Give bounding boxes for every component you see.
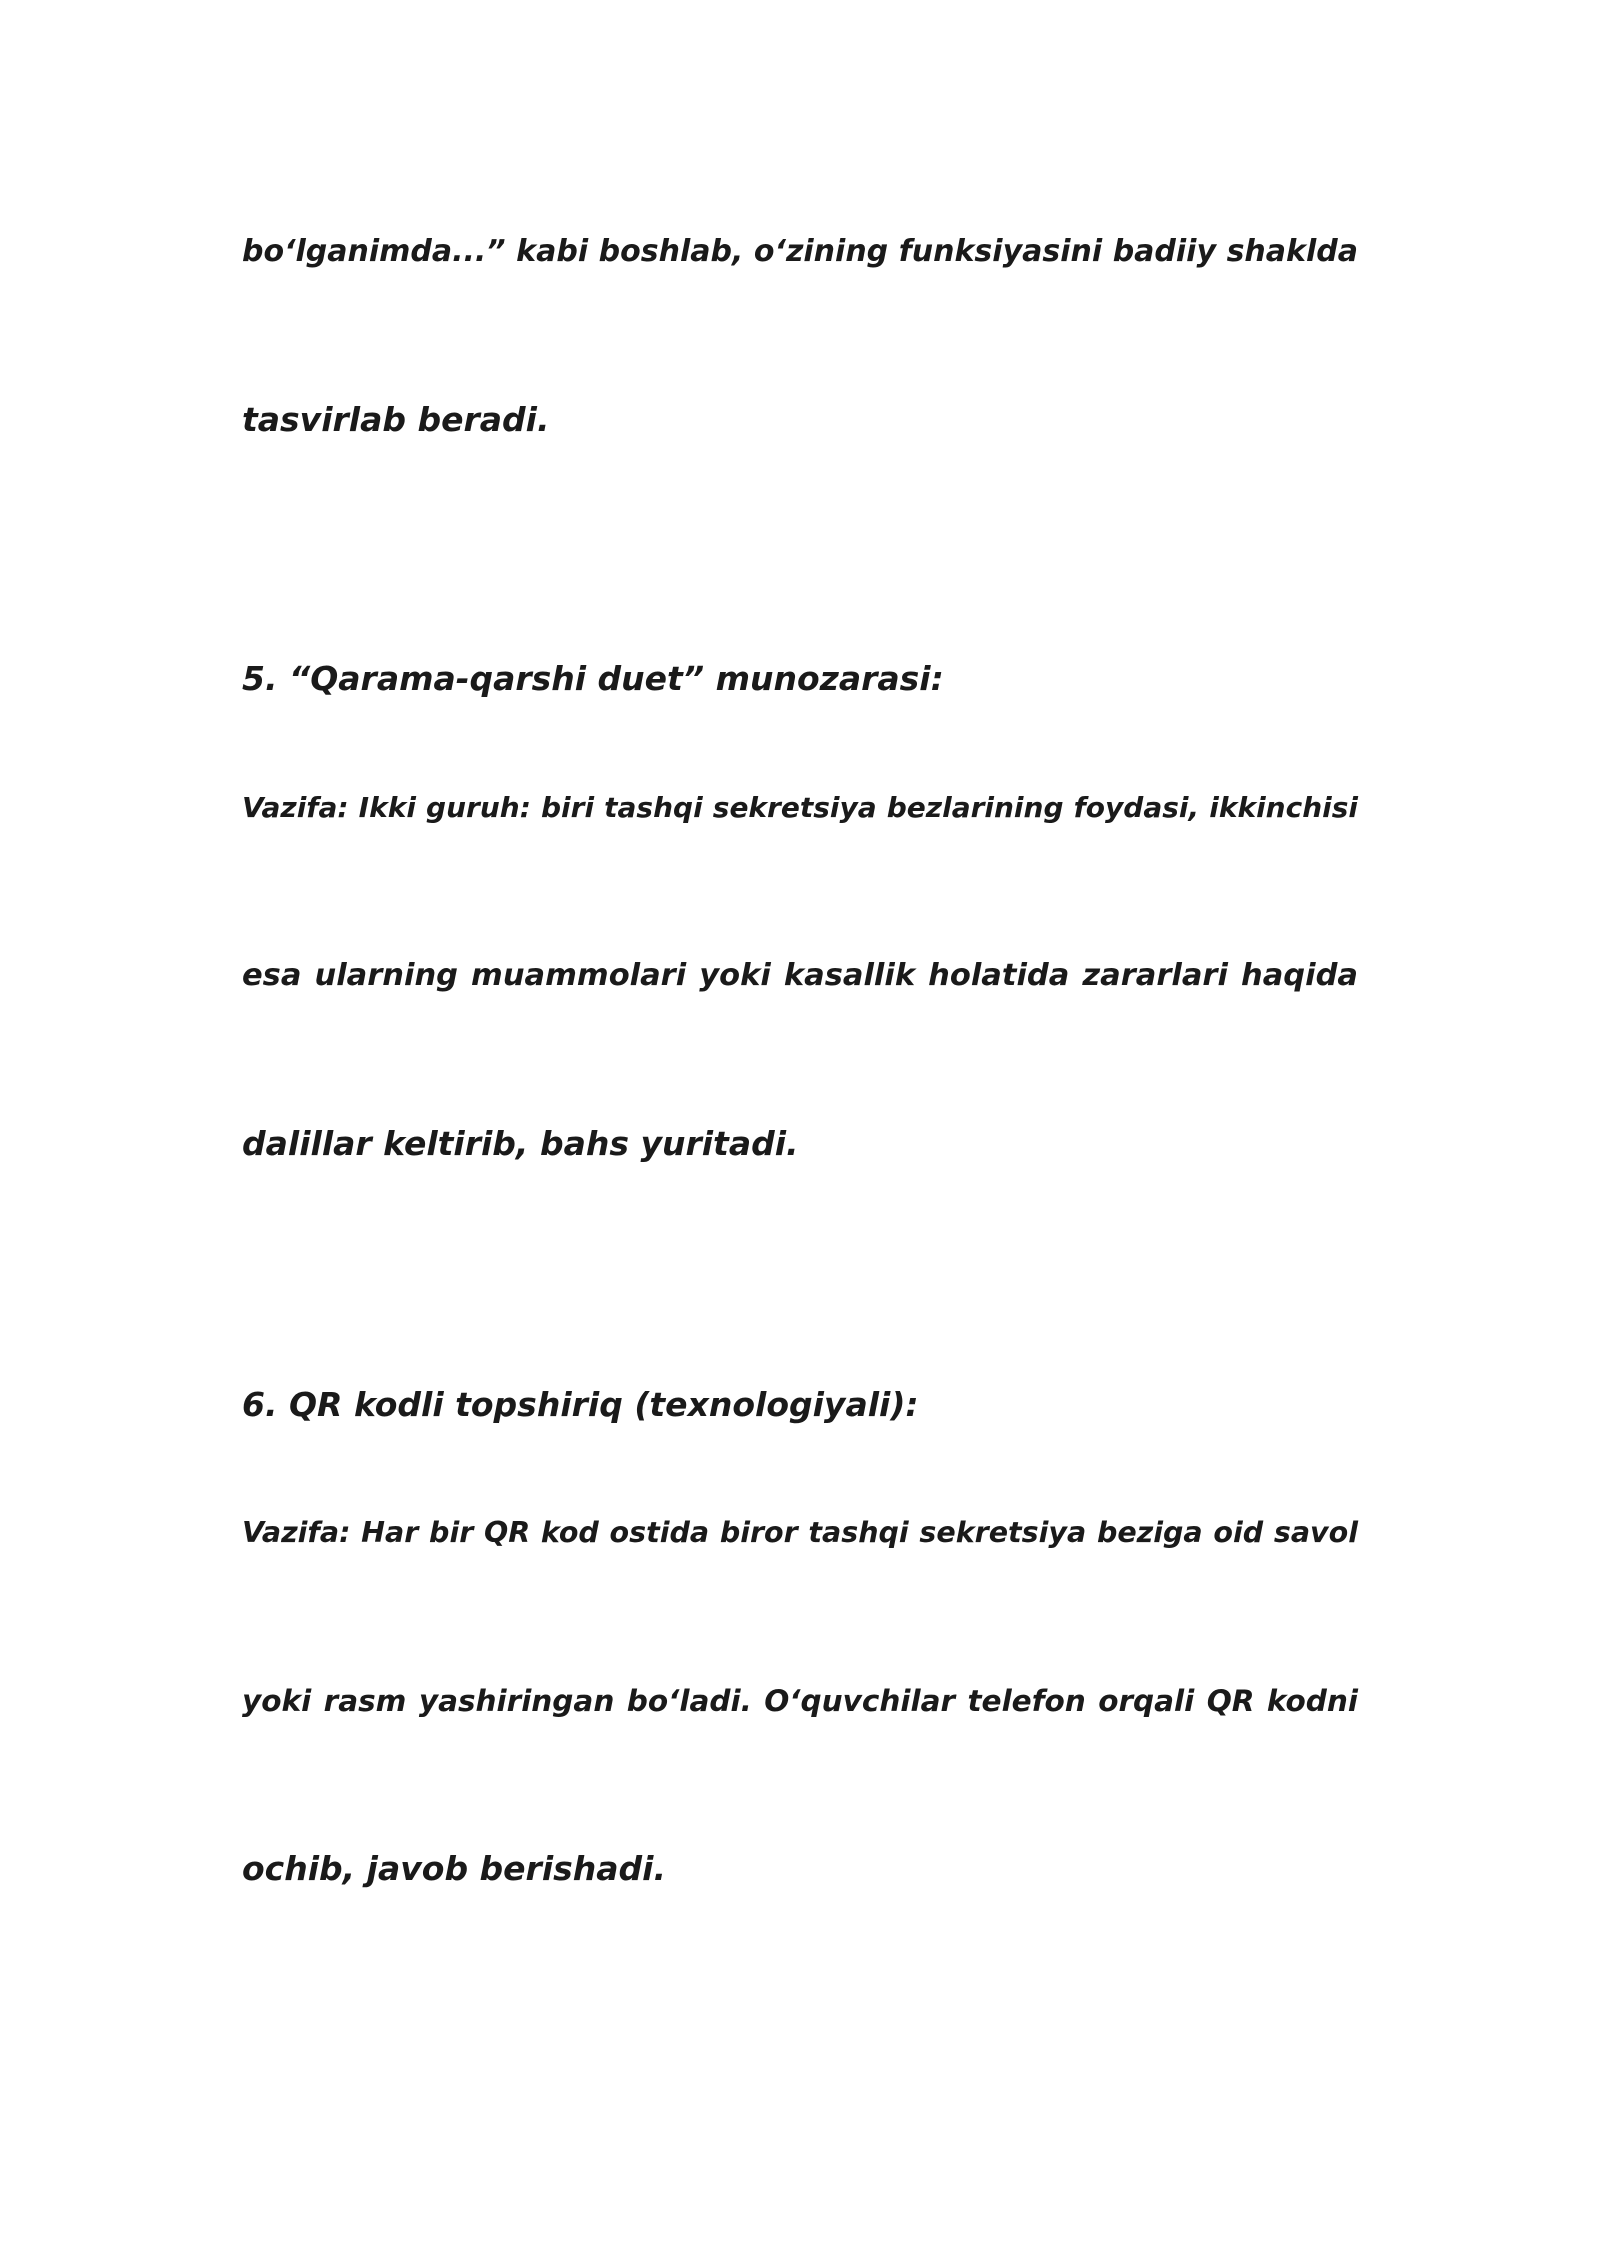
item5-heading: 5. “Qarama-qarshi duet” munozarasi: [242,659,944,698]
intro-line-2: tasvirlab beradi. [242,400,550,439]
item6-line-1: Vazifa: Har bir QR kod ostida biror tashqi sekretsiya beziga oid savol [242,1516,1358,1549]
item6-line-2: yoki rasm yashiringan bo‘ladi. O‘quvchilar telefon orqali QR kodni [242,1684,1358,1718]
item6-line-3: ochib, javob berishadi. [242,1849,667,1888]
item6-heading: 6. QR kodli topshiriq (texnologiyali): [242,1385,919,1424]
item5-line-2: esa ularning muammolari yoki kasallik holatida zararlari haqida [242,958,1358,993]
intro-line-1: bo‘lganimda...” kabi boshlab, o‘zining funksiyasini badiiy shaklda [242,234,1358,269]
item5-line-3: dalillar keltirib, bahs yuritadi. [242,1124,799,1163]
item5-line-1: Vazifa: Ikki guruh: biri tashqi sekretsiya bezlarining foydasi, ikkinchisi [242,791,1358,824]
